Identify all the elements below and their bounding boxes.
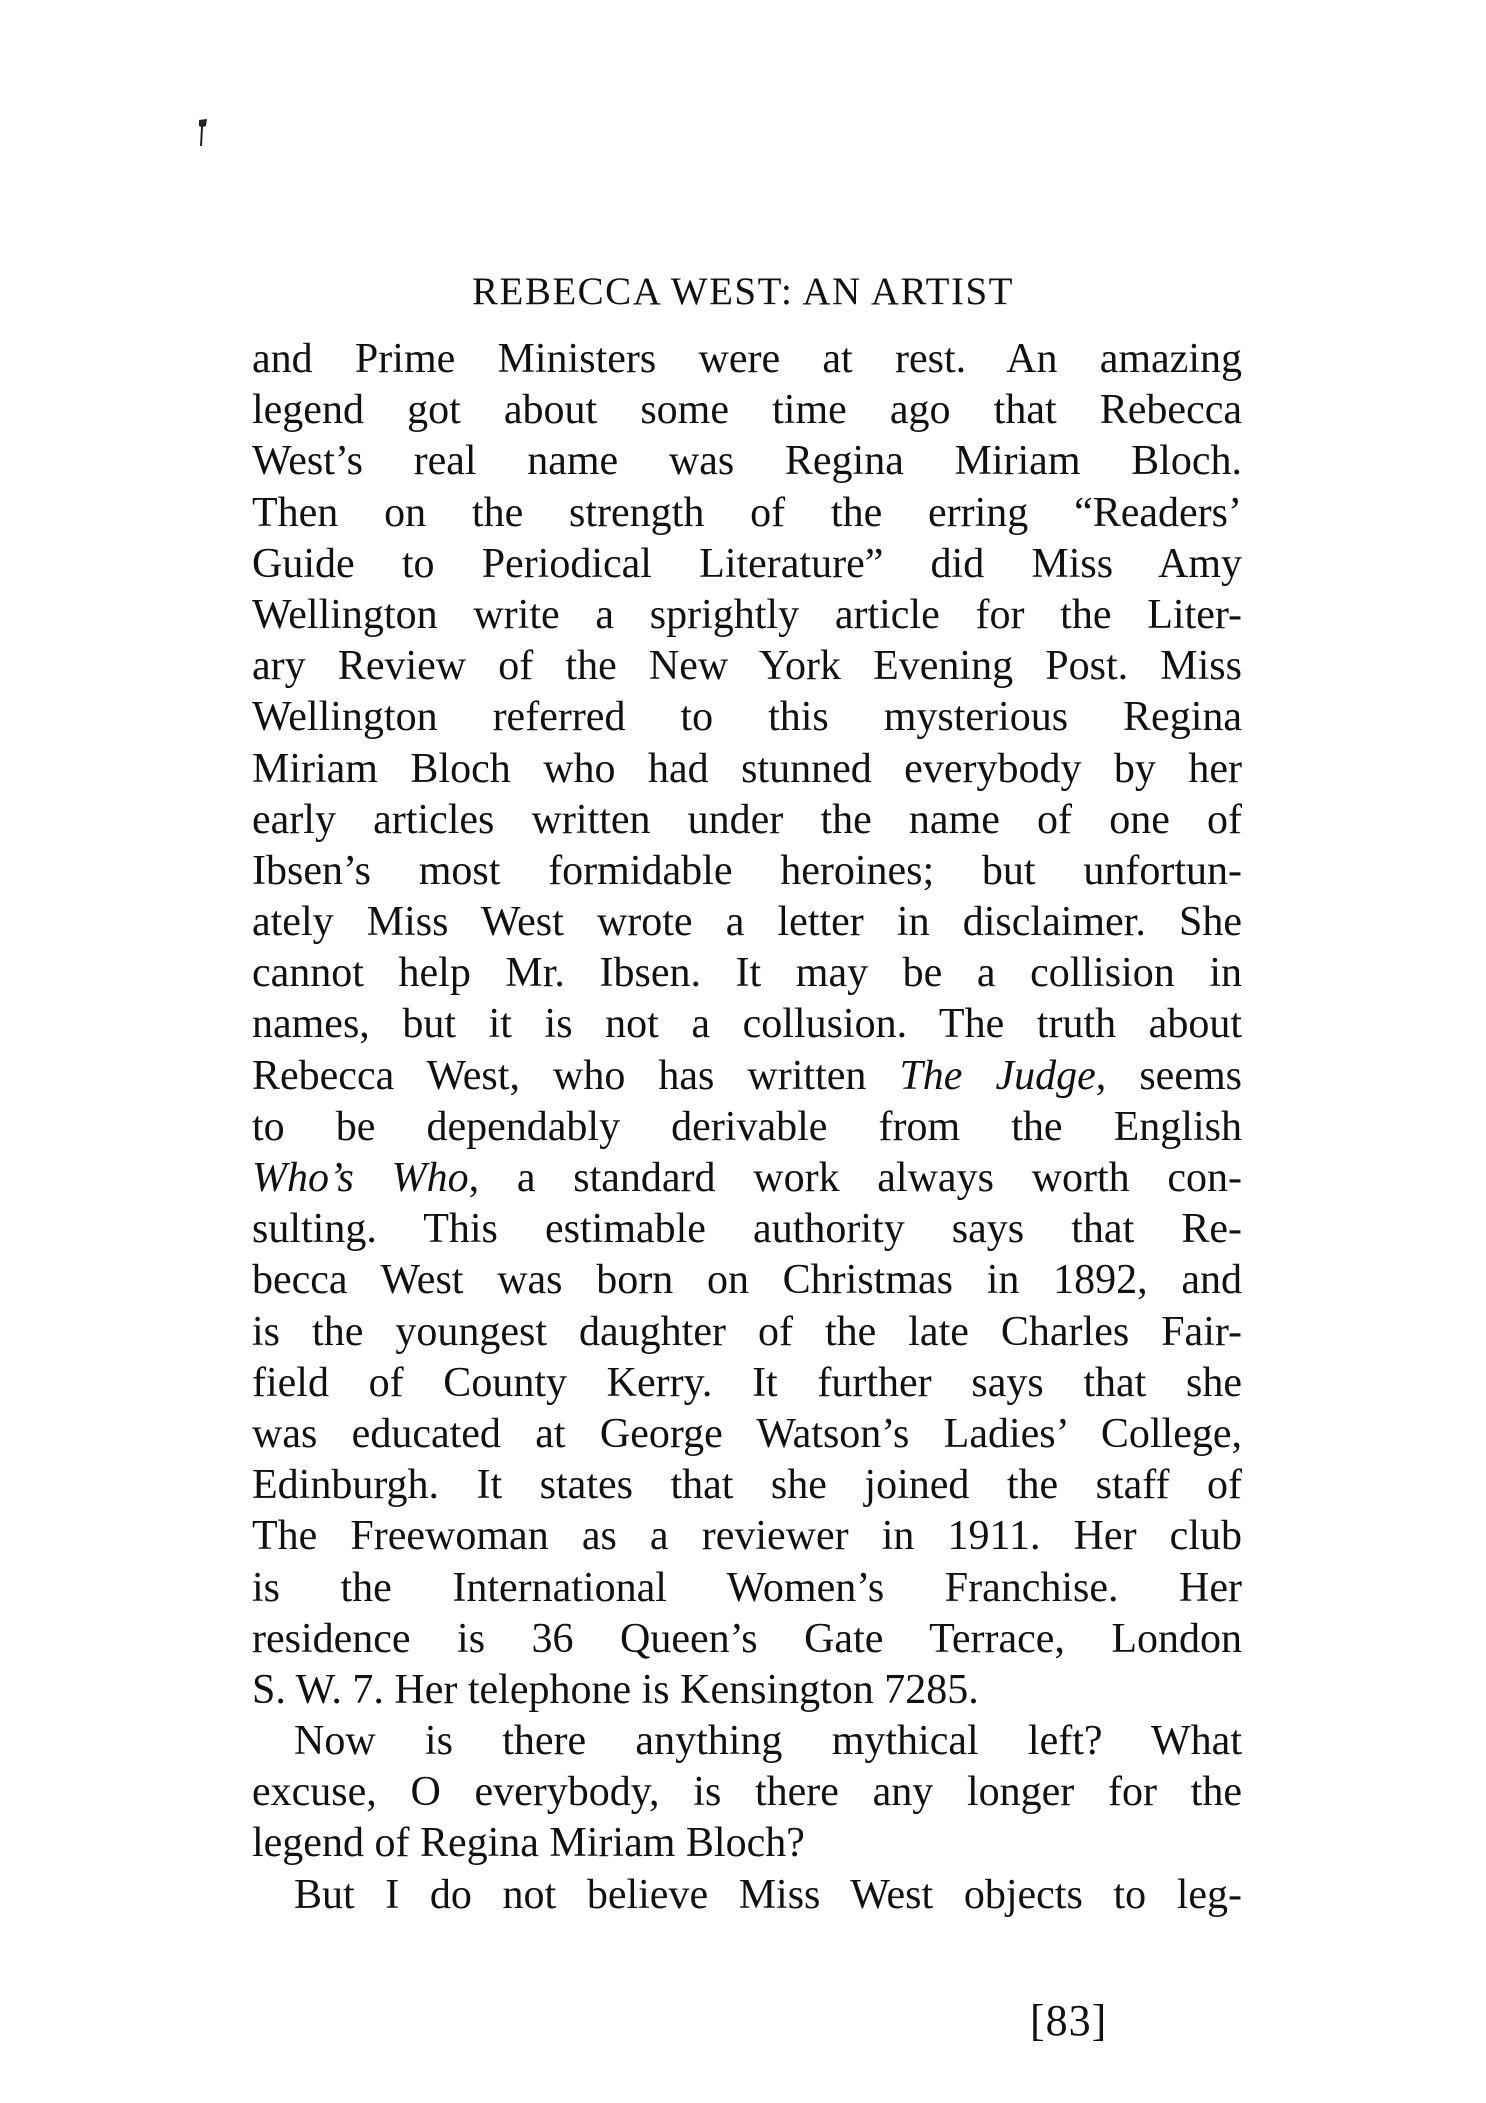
text-line: ately Miss West wrote a letter in disclaimer. She [252,899,1242,946]
text-line: becca West was born on Christmas in 1892, and [252,1257,1242,1304]
text-line: field of County Kerry. It further says that she [252,1359,1242,1406]
line-text: , seems [1095,1052,1242,1099]
body-text [252,334,1242,1921]
text-line: legend got about some time ago that Rebecca [252,387,1242,434]
text-line: Then on the strength of the erring “Readers’ [252,489,1242,536]
text-line: Edinburgh. It states that she joined the staff of [252,1462,1242,1509]
text-line: excuse, O everybody, is there any longer for the [252,1769,1242,1816]
margin-mark-icon [198,118,208,148]
text-line: ary Review of the New York Evening Post. Miss [252,643,1242,690]
text-line: and Prime Ministers were at rest. An amazing [252,336,1242,382]
text-line: The Freewoman as a reviewer in 1911. Her club [252,1513,1242,1560]
running-head: REBECCA WEST: AN ARTIST [472,270,1014,313]
book-title-the-judge: The Judge [899,1052,1096,1099]
page-number: [83] [1030,1996,1108,2045]
text-line: early articles written under the name of one of [252,796,1242,843]
text-line: Ibsen’s most formidable heroines; but unfortun- [252,847,1242,894]
text-line: Miriam Bloch who had stunned everybody by her [252,745,1242,792]
text-line [252,1153,1242,1204]
text-line: Wellington write a sprightly article for the Liter- [252,591,1242,638]
text-line: was educated at George Watson’s Ladies’ College, [252,1410,1242,1457]
text-line: is the youngest daughter of the late Charles Fair- [252,1308,1242,1355]
text-line: sulting. This estimable authority says that Re- [252,1206,1242,1253]
book-title-whos-who: Who’s Who [252,1155,469,1201]
text-line: Guide to Periodical Literature” did Miss Amy [252,540,1242,587]
text-line: But I do not believe Miss West objects to leg- [294,1871,1242,1918]
text-line: cannot help Mr. Ibsen. It may be a collision in [252,950,1242,997]
text-line: Wellington referred to this mysterious Regina [252,694,1242,741]
text-line: is the International Women’s Franchise. Her [252,1564,1242,1611]
text-line: names, but it is not a collusion. The truth about [252,1001,1242,1048]
text-line: legend of Regina Miriam Bloch? [252,1820,805,1867]
text-line: West’s real name was Regina Miriam Bloch. [252,438,1242,485]
text-line: S. W. 7. Her telephone is Kensington 7285. [252,1666,979,1713]
text-line: residence is 36 Queen’s Gate Terrace, London [252,1615,1242,1662]
line-text: , a standard work always worth con- [468,1155,1243,1201]
text-line: Now is there anything mythical left? What [294,1718,1242,1765]
line-text: Rebecca West, who has written [252,1052,900,1099]
text-line [252,1051,1242,1102]
text-line: to be dependably derivable from the English [252,1103,1242,1150]
